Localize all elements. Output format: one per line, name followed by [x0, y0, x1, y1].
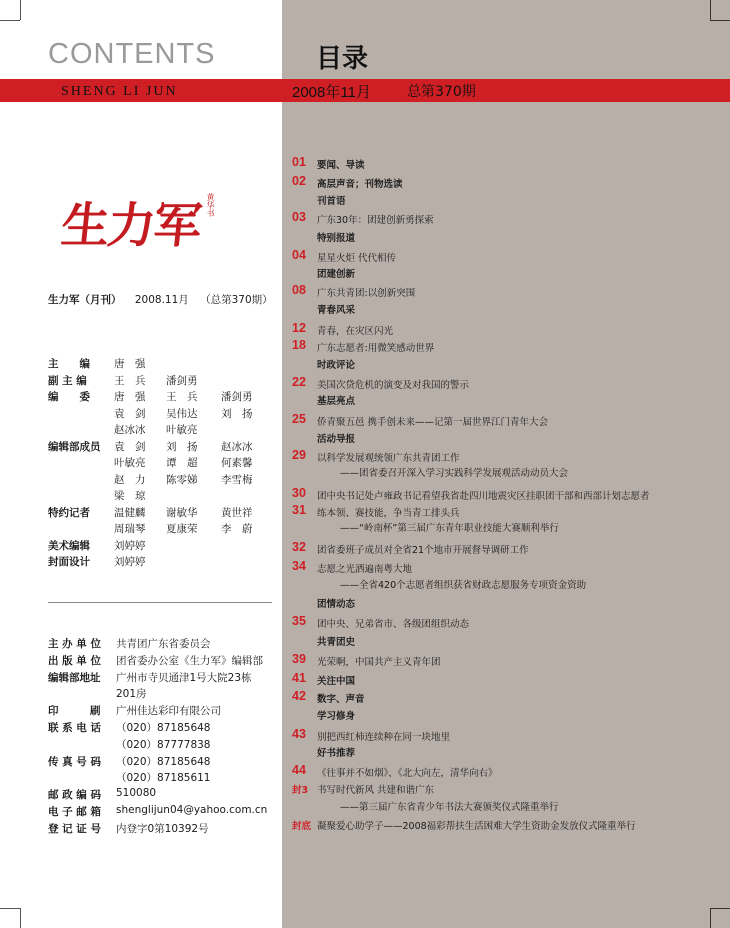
- toc-entry-title: 美国次贷危机的演变及对我国的警示: [317, 380, 470, 391]
- toc-subtitle-text: ——全省420个志愿者组织获省财政志愿服务专项资金资助: [340, 580, 587, 591]
- toc-page-number: 44: [292, 763, 306, 777]
- toc-section-title: 好书推荐: [317, 748, 356, 759]
- publisher-row: [48, 670, 280, 687]
- toc-entry-title: 以科学发展观统领广东共青团工作: [317, 453, 460, 464]
- crop-mark: [710, 908, 711, 928]
- toc-page-number: 39: [292, 652, 306, 666]
- toc-page-number: 01: [292, 155, 306, 169]
- crop-mark: [710, 20, 730, 21]
- publisher-label: 编辑部地址: [48, 671, 101, 684]
- toc-entry-title: 《往事并不如烟》、《北大向左，清华向右》: [317, 768, 498, 779]
- staff-name: 赵冰冰: [221, 440, 253, 453]
- staff-name: 叶敏亮: [166, 424, 198, 436]
- toc-entry-title: 侨青聚五邑 携手创未来——记第一届世界江门青年大会: [317, 417, 549, 428]
- staff-row: [48, 406, 278, 423]
- toc-entry-title: 星星火炬 代代相传: [317, 253, 397, 264]
- staff-name: 袁 剑: [114, 440, 146, 453]
- staff-row: [48, 389, 278, 406]
- toc-entry-title: 青春，在灾区闪光: [317, 326, 394, 337]
- toc-page-number: 32: [292, 540, 306, 554]
- staff-name: 唐 强: [114, 358, 146, 370]
- staff-row: [48, 439, 278, 456]
- publisher-value: 内登字0第10392号: [116, 822, 209, 835]
- toc-page-number: 29: [292, 448, 306, 462]
- toc-section-title: 共青团史: [317, 637, 356, 648]
- toc-entry-title: 广东30年：团建创新勇探索: [317, 215, 434, 226]
- toc-page-number: 43: [292, 727, 306, 741]
- publisher-label: 联 系 电 话: [48, 721, 101, 734]
- toc-section-title: 活动导报: [317, 434, 356, 445]
- toc-subtitle-text: ——团省委召开深入学习实践科学发展观活动动员大会: [340, 468, 569, 479]
- toc-page-number: 08: [292, 283, 306, 297]
- staff-name: 李雪梅: [221, 473, 253, 486]
- crop-mark: [710, 0, 711, 20]
- toc-page-number: 25: [292, 412, 306, 426]
- staff-name: 潘剑勇: [221, 391, 253, 403]
- staff-role: 主 编: [48, 358, 90, 370]
- toc-title: 目录: [316, 44, 369, 74]
- staff-name: 周瑞琴: [114, 523, 146, 535]
- staff-role: 编辑部成员: [48, 440, 101, 453]
- logo-calligraphy: 生力军: [58, 198, 203, 254]
- toc-entry-title: 团中央、兄弟省市、各级团组织动态: [317, 619, 470, 630]
- toc-subtitle-text: ——“岭南杯”第三届广东青年职业技能大赛顺利举行: [340, 523, 559, 534]
- publisher-row: [48, 754, 280, 771]
- staff-name: 夏康荣: [166, 523, 198, 535]
- staff-role: 封面设计: [48, 556, 90, 568]
- publisher-label: 传 真 号 码: [48, 755, 101, 768]
- publisher-value: 201房: [116, 688, 147, 701]
- staff-name: 袁 剑: [114, 407, 146, 420]
- staff-role: 美术编辑: [48, 539, 90, 552]
- toc-page-number: 31: [292, 503, 306, 517]
- staff-role: 编 委: [48, 391, 90, 403]
- magazine-name: 生力军（月刊）: [48, 294, 122, 306]
- toc-section-title: 团情动态: [317, 599, 356, 610]
- staff-name: 李 蔚: [221, 523, 253, 535]
- toc-page-number: 02: [292, 174, 306, 188]
- toc-section-title: 青春风采: [317, 305, 356, 316]
- publisher-label: 邮 政 编 码: [48, 789, 101, 802]
- toc-page-number: 42: [292, 689, 306, 703]
- toc-page-number: 封3: [292, 785, 309, 796]
- staff-name: 黄世祥: [221, 506, 253, 519]
- publisher-value: （020）87185611: [116, 772, 211, 785]
- toc-page-number: 34: [292, 559, 306, 573]
- toc-page-number: 35: [292, 614, 306, 628]
- staff-row: [48, 554, 278, 571]
- crop-mark: [710, 908, 730, 909]
- publisher-row: [48, 821, 280, 838]
- toc-entry-title: 团中央书记处卢雍政书记看望我省赴四川地震灾区挂职团干部和西部计划志愿者: [317, 491, 650, 502]
- toc-page-number: 41: [292, 671, 306, 685]
- staff-row: [48, 488, 278, 505]
- masthead-date: 2008.11月: [134, 294, 189, 306]
- staff-row: [48, 356, 278, 373]
- staff-row: [48, 521, 278, 538]
- toc-page-number: 04: [292, 248, 306, 262]
- publisher-value: 广州佳达彩印有限公司: [116, 705, 221, 718]
- staff-name: 刘婷婷: [114, 556, 146, 568]
- toc-page-number: 封底: [292, 821, 312, 832]
- staff-name: 刘婷婷: [114, 539, 146, 552]
- toc-entry-title: 光荣啊，中国共产主义青年团: [317, 657, 441, 668]
- toc-section-title: 刊首语: [317, 196, 346, 207]
- staff-row: [48, 472, 278, 489]
- publisher-label: 出 版 单 位: [48, 654, 101, 667]
- masthead-issue: （总第370期）: [200, 294, 273, 306]
- crop-mark: [0, 20, 20, 21]
- staff-name: 王 兵: [114, 374, 146, 387]
- staff-name: 梁 琼: [114, 490, 146, 502]
- contents-heading: CONTENTS: [48, 38, 216, 70]
- staff-row: [48, 422, 278, 439]
- toc-entry-title: 广东志愿者:用微笑感动世界: [317, 343, 435, 354]
- publisher-row: [48, 686, 280, 703]
- masthead-line: [48, 292, 273, 307]
- publisher-label: 印 刷: [48, 705, 101, 718]
- publisher-info: [48, 636, 280, 838]
- toc-entry-title: 凝聚爱心助学子——2008福彩帮扶生活困难大学生资助金发放仪式隆重举行: [317, 821, 636, 832]
- divider: [48, 602, 272, 603]
- publisher-value: 广州市寺贝通津1号大院23栋: [116, 671, 252, 684]
- publisher-label: 主 办 单 位: [48, 638, 101, 650]
- toc-page-number: 12: [292, 321, 306, 335]
- staff-name: 何素馨: [221, 457, 253, 469]
- staff-row: [48, 505, 278, 522]
- publisher-row: [48, 787, 280, 804]
- staff-role: 副 主 编: [48, 374, 87, 387]
- publisher-row: [48, 653, 280, 670]
- toc-section-title: 团建创新: [317, 269, 356, 280]
- publisher-row: [48, 636, 280, 653]
- staff-row: [48, 455, 278, 472]
- toc-entry-title: 数字、声音: [317, 694, 365, 705]
- toc-page-number: 03: [292, 210, 306, 224]
- publisher-value: shenglijun04@yahoo.com.cn: [116, 803, 268, 816]
- staff-row: [48, 538, 278, 555]
- toc-section-title: 基层亮点: [317, 396, 356, 407]
- staff-name: 吴伟达: [166, 407, 198, 420]
- crop-mark: [20, 908, 21, 928]
- staff-list: [48, 356, 278, 571]
- toc-section-title: 特别报道: [317, 233, 356, 244]
- staff-role: 特约记者: [48, 506, 90, 519]
- toc-page-number: 30: [292, 486, 306, 500]
- publisher-row: [48, 703, 280, 720]
- staff-name: 唐 强: [114, 391, 146, 403]
- publisher-value: 510080: [116, 787, 157, 800]
- publisher-row: [48, 804, 280, 821]
- toc-entry-title: 志愿之光洒遍南粤大地: [317, 564, 413, 575]
- toc-entry-title: 练本领、赛技能，争当青工排头兵: [317, 508, 460, 519]
- staff-name: 赵冰冰: [114, 424, 146, 436]
- crop-mark: [0, 908, 20, 909]
- toc-page-number: 18: [292, 338, 306, 352]
- staff-name: 赵 力: [114, 473, 146, 486]
- toc-entry-title: 团省委班子成员对全省21个地市开展督导调研工作: [317, 545, 529, 556]
- toc-entry-title: 别把西红柿连续种在同一块地里: [317, 732, 451, 743]
- staff-name: 叶敏亮: [114, 457, 146, 469]
- staff-name: 陈零娣: [166, 473, 198, 486]
- toc-entry-title: 广东共青团:以创新突围: [317, 288, 416, 299]
- toc-entry-title: 要闻、导读: [317, 160, 365, 171]
- publisher-value: 团省委办公室《生力军》编辑部: [116, 654, 263, 667]
- brand-name: SHENG LI JUN: [61, 84, 178, 99]
- staff-name: 谢敏华: [166, 506, 198, 519]
- publisher-row: [48, 737, 280, 754]
- publisher-label: 登 记 证 号: [48, 822, 101, 835]
- staff-name: 温健麟: [114, 506, 146, 519]
- staff-name: 潘剑勇: [166, 374, 198, 387]
- toc-entry-title: 书写时代新风 共建和谐广东: [317, 785, 435, 796]
- toc-page-number: 22: [292, 375, 306, 389]
- toc-section-title: 时政评论: [317, 360, 356, 371]
- publisher-value: （020）87185648: [116, 721, 211, 734]
- publisher-row: [48, 770, 280, 787]
- staff-name: 刘 扬: [166, 440, 198, 453]
- toc-entry-title: 高层声音；刊物选读: [317, 179, 403, 190]
- issue-date: 2008年11月: [292, 84, 371, 101]
- crop-mark: [20, 0, 21, 20]
- publisher-value: 共青团广东省委员会: [116, 638, 211, 650]
- toc-entry-title: 关注中国: [317, 676, 356, 687]
- staff-name: 王 兵: [166, 391, 198, 403]
- publisher-value: （020）87777838: [116, 738, 211, 751]
- staff-row: [48, 373, 278, 390]
- issue-number: 总第370期: [407, 84, 476, 100]
- staff-name: 谭 超: [166, 457, 198, 469]
- publisher-label: 电 子 邮 箱: [48, 805, 101, 818]
- magazine-logo: [58, 187, 215, 256]
- staff-name: 刘 扬: [221, 407, 253, 420]
- toc-section-title: 学习修身: [317, 711, 356, 722]
- publisher-row: [48, 720, 280, 737]
- logo-inscription: 黄华书: [206, 193, 215, 217]
- toc-subtitle-text: ——第三届广东省青少年书法大赛颁奖仪式隆重举行: [340, 802, 559, 813]
- publisher-value: （020）87185648: [116, 755, 211, 768]
